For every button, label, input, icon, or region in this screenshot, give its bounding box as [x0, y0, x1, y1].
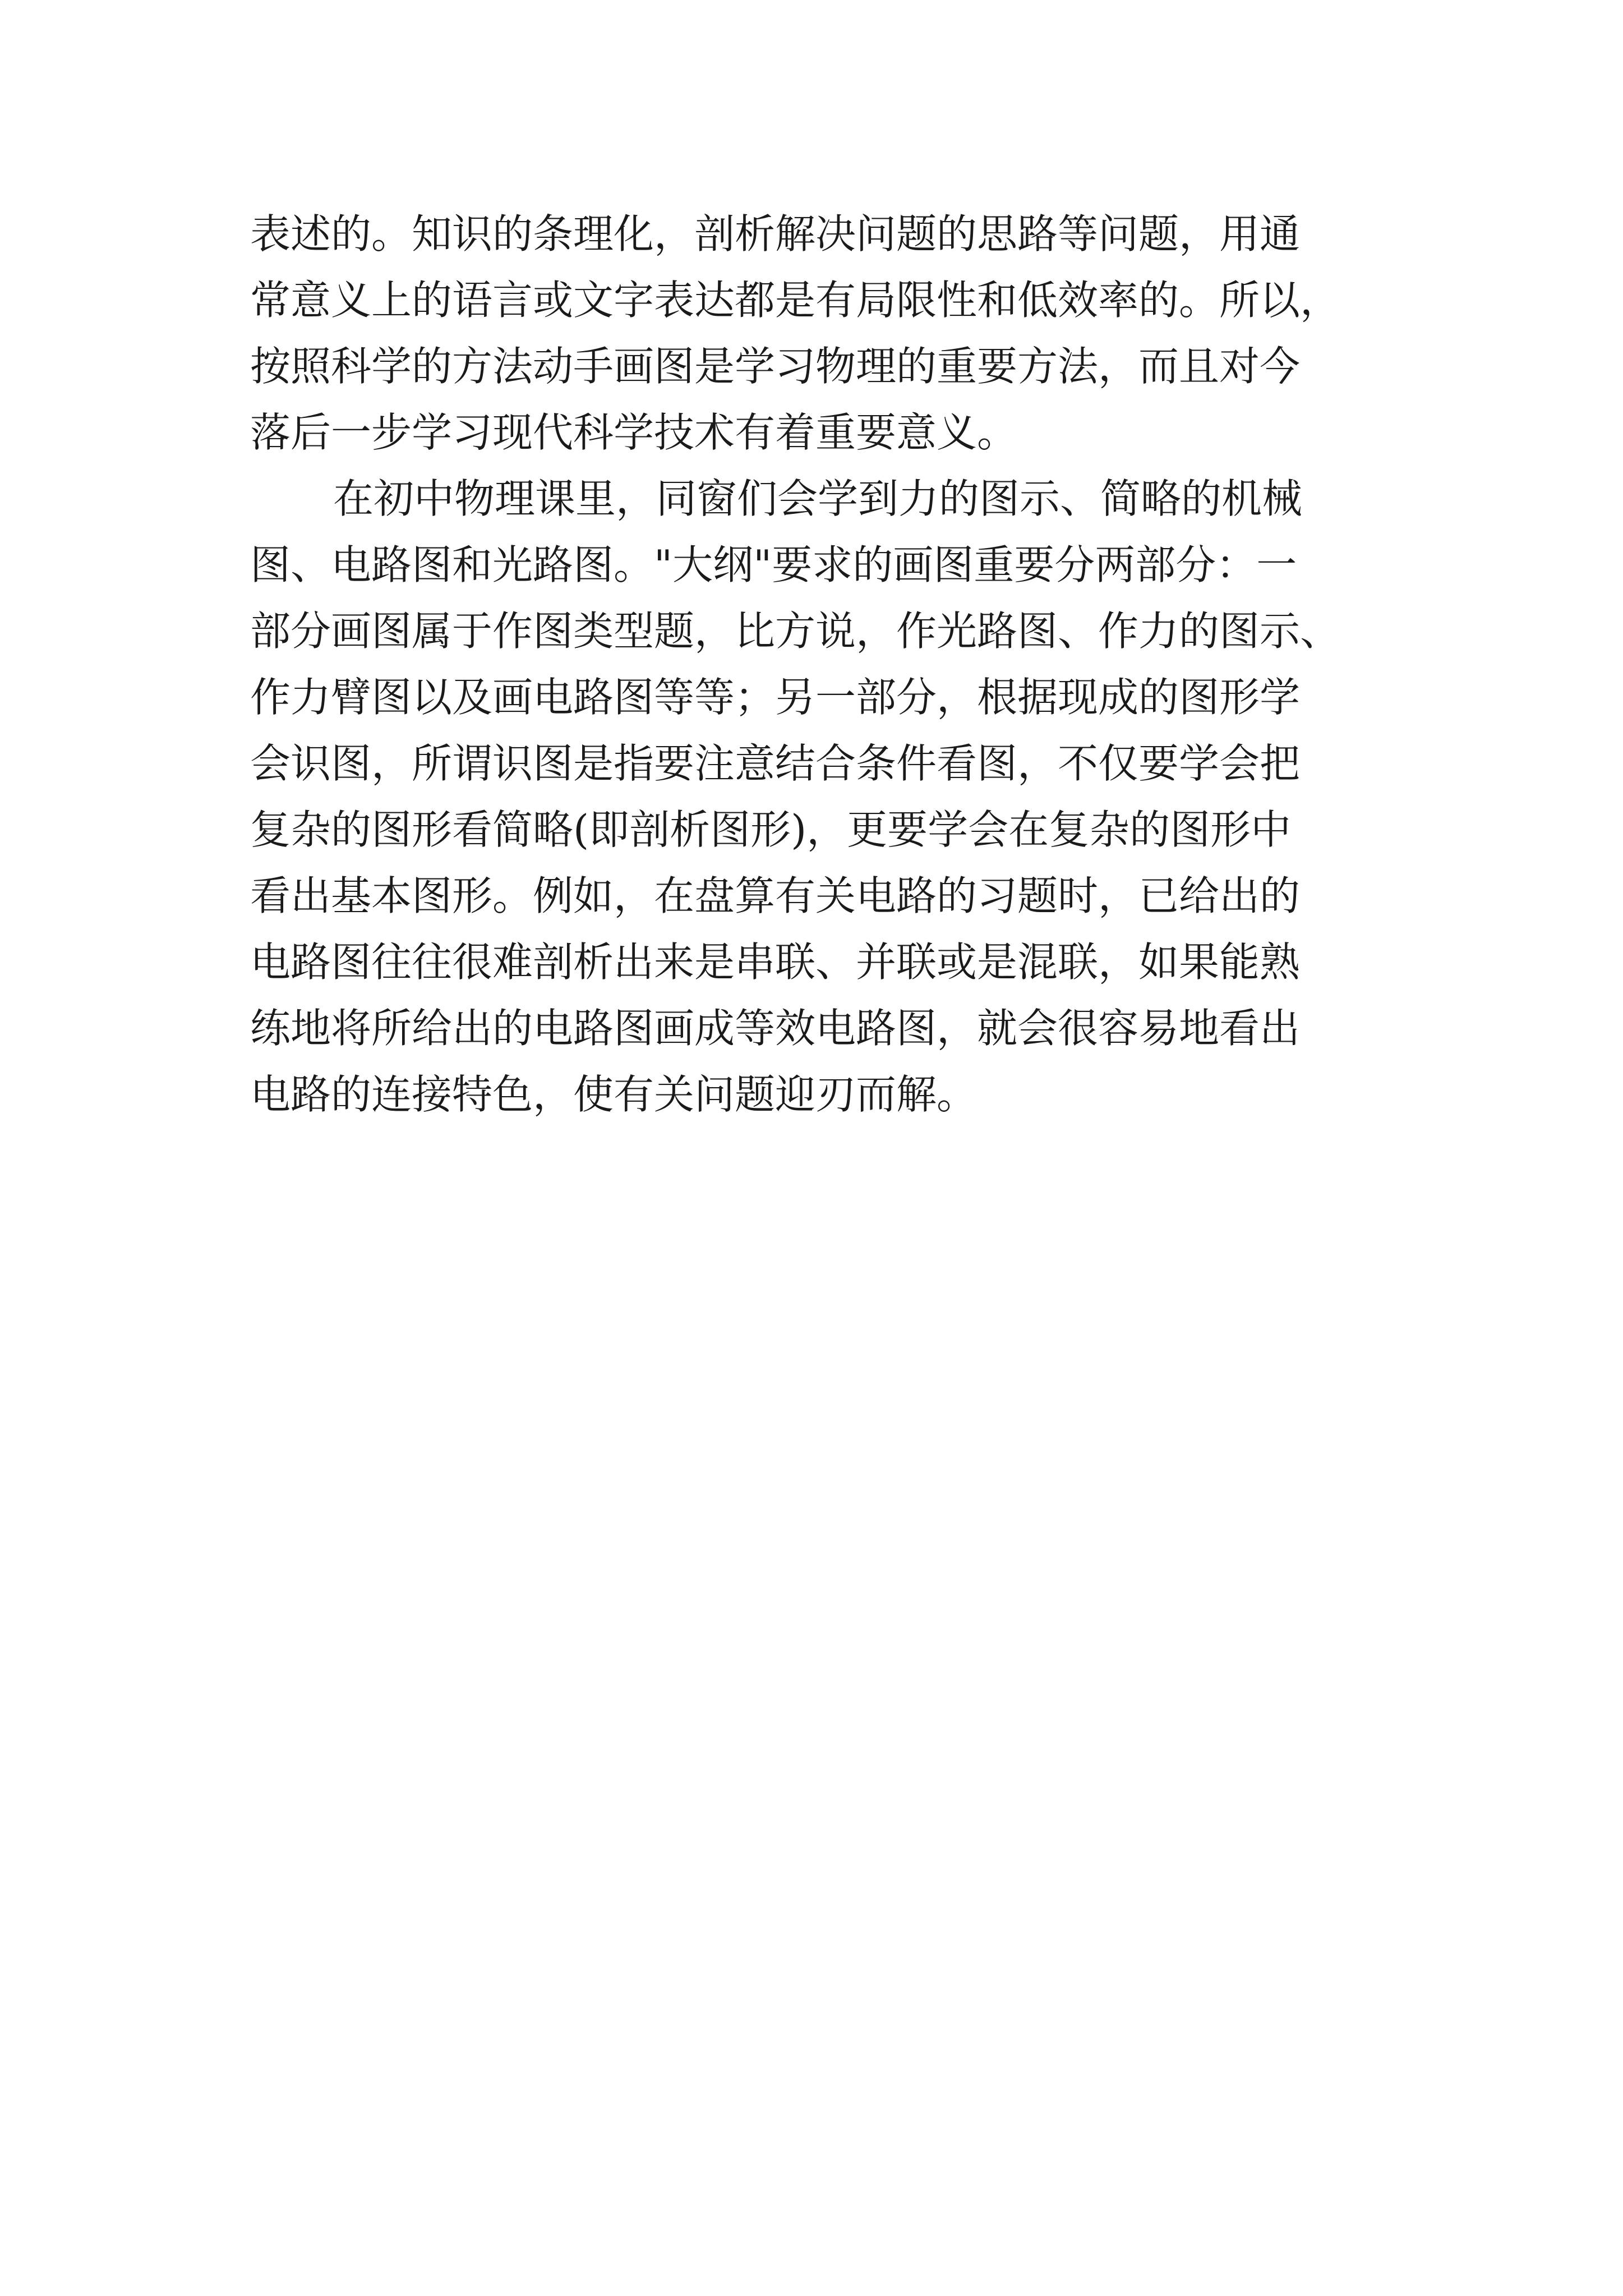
body-text	[250, 201, 1428, 1128]
text-line: 作力臂图以及画电路图等等；另一部分，根据现成的图形学	[250, 674, 1301, 721]
text-line: 部分画图属于作图类型题，比方说，作光路图、作力的图示、	[250, 608, 1341, 655]
text-line: 复杂的图形看简略(即剖析图形)，更要学会在复杂的图形中	[250, 806, 1292, 853]
text-line: 图、电路图和光路图。"大纲"要求的画图重要分两部分：一	[250, 541, 1297, 588]
text-line: 落后一步学习现代科学技术有着重要意义。	[250, 409, 1018, 456]
text-line: 练地将所给出的电路图画成等效电路图，就会很容易地看出	[250, 1005, 1301, 1052]
text-line: 电路图往往很难剖析出来是串联、并联或是混联，如果能熟	[250, 938, 1301, 986]
text-line: 常意义上的语言或文字表达都是有局限性和低效率的。所以，	[250, 277, 1341, 324]
text-line: 电路的连接特色，使有关问题迎刃而解。	[250, 1071, 978, 1118]
text-line: 在初中物理课里，同窗们会学到力的图示、简略的机械	[333, 475, 1303, 522]
text-line: 表述的。知识的条理化，剖析解决问题的思路等问题，用通	[250, 210, 1301, 257]
text-line: 会识图，所谓识图是指要注意结合条件看图，不仅要学会把	[250, 740, 1301, 787]
text-line: 看出基本图形。例如，在盘算有关电路的习题时，已给出的	[250, 872, 1301, 919]
text-line: 按照科学的方法动手画图是学习物理的重要方法，而且对今	[250, 343, 1301, 390]
